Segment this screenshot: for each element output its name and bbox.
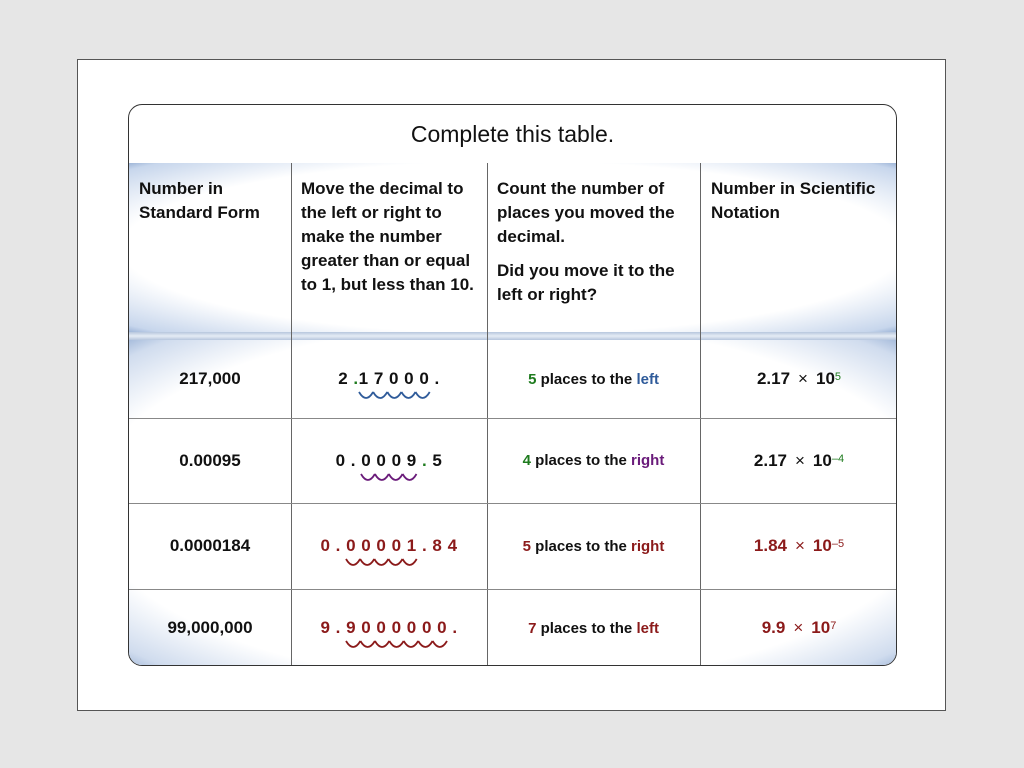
digits-after: . — [447, 618, 458, 637]
move-decimal-cell — [291, 340, 487, 418]
hop-arc — [387, 392, 401, 398]
scientific-notation-cell — [700, 340, 897, 418]
count-places-cell — [487, 340, 700, 418]
header-text: Move the decimal to the left or right to make the number greater than or equal to 1, but less than 10. — [301, 179, 474, 294]
hop-arc — [389, 474, 403, 480]
places-text: places to the — [536, 370, 637, 388]
hop-arc — [375, 474, 389, 480]
standard-form-value: 0.0000184 — [169, 536, 251, 555]
header-text: Number in Scientific Notation — [711, 179, 876, 222]
places-text: places to the — [530, 537, 632, 555]
decimal-move-expression — [338, 369, 440, 389]
base: 10 — [812, 536, 832, 555]
moved-digits: 1 7 0 0 0 — [359, 369, 430, 389]
place-count: 7 — [528, 619, 537, 637]
times-sign: × — [793, 618, 804, 637]
place-count: 4 — [522, 452, 531, 469]
times-sign: × — [794, 536, 805, 555]
hop-arc — [388, 559, 402, 565]
hop-arc — [433, 641, 447, 647]
header-text: Number in Standard Form — [139, 179, 260, 222]
slide — [77, 59, 946, 711]
digits-after: . — [429, 369, 440, 388]
decimal-hop-arcs — [357, 391, 432, 403]
hop-arc — [418, 641, 432, 647]
start-decimal-point: . — [353, 369, 359, 388]
standard-form-cell — [129, 503, 291, 589]
count-places-cell — [487, 503, 700, 589]
place-count: 5 — [522, 537, 531, 555]
table-title: Complete this table. — [129, 105, 896, 164]
hop-arc — [375, 641, 389, 647]
standard-form-value: 0.00095 — [179, 450, 241, 470]
decimal-hop-arcs — [344, 640, 450, 652]
coefficient: 9.9 — [761, 618, 786, 637]
standard-form-value: 99,000,000 — [167, 618, 253, 637]
coefficient: 2.17 — [756, 369, 791, 388]
header-text: Count the number of places you moved the decimal. — [497, 179, 675, 246]
coefficient: 2.17 — [753, 450, 787, 470]
decimal-hop-arcs — [359, 473, 419, 485]
place-count: 5 — [528, 370, 537, 388]
direction: right — [631, 537, 665, 555]
direction: left — [636, 370, 659, 388]
hop-arc — [361, 474, 375, 480]
decimal-hop-arcs — [344, 558, 419, 570]
moved-digits: 9 0 0 0 0 0 0 — [346, 618, 447, 638]
standard-form-value: 217,000 — [179, 369, 241, 388]
hop-arc — [389, 641, 403, 647]
count-places-cell — [487, 418, 700, 503]
hop-arc — [374, 559, 388, 565]
hop-arc — [346, 559, 360, 565]
table-panel — [128, 104, 897, 666]
hop-arc — [359, 392, 373, 398]
scientific-notation-cell — [700, 589, 897, 666]
new-decimal-point: . — [416, 450, 428, 470]
digits-after: . 8 4 — [416, 536, 458, 555]
moved-digits: 0 0 0 9 — [361, 451, 417, 471]
places-text: places to the — [530, 452, 632, 469]
digits-after: 5 — [427, 450, 443, 470]
direction: right — [631, 452, 665, 469]
coefficient: 1.84 — [753, 536, 787, 555]
hop-arc — [404, 641, 419, 647]
count-places-cell — [487, 589, 700, 666]
hop-arc — [346, 641, 360, 647]
decimal-move-expression — [336, 451, 443, 471]
digits-before: 0 . — [320, 536, 347, 555]
times-sign: × — [794, 450, 805, 470]
direction: left — [636, 619, 659, 637]
hop-arc — [360, 559, 374, 565]
decimal-move-expression — [320, 618, 457, 638]
move-decimal-cell — [291, 418, 487, 503]
standard-form-cell — [129, 589, 291, 666]
hop-arc — [403, 474, 417, 480]
header-question: Did you move it to the left or right? — [497, 261, 675, 304]
exponent: –4 — [831, 452, 845, 465]
header-divider-band — [129, 332, 896, 340]
moved-digits: 0 0 0 0 1 — [346, 536, 417, 556]
base: 10 — [812, 450, 832, 470]
standard-form-cell — [129, 340, 291, 418]
base: 10 — [815, 369, 835, 388]
places-text: places to the — [536, 619, 637, 637]
exponent: 5 — [834, 371, 842, 383]
hop-arc — [360, 641, 375, 647]
move-decimal-cell — [291, 503, 487, 589]
times-sign: × — [798, 369, 808, 388]
move-decimal-cell — [291, 589, 487, 666]
standard-form-cell — [129, 418, 291, 503]
exponent: –5 — [831, 538, 845, 550]
hop-arc — [403, 559, 417, 565]
hop-arc — [373, 392, 387, 398]
hop-arc — [401, 392, 415, 398]
header-count-places — [497, 177, 693, 307]
header-move-decimal — [301, 177, 481, 297]
scientific-notation-cell — [700, 503, 897, 589]
hop-arc — [415, 392, 429, 398]
decimal-move-expression — [320, 536, 457, 556]
scientific-notation-cell — [700, 418, 897, 503]
digits-before: 0 . — [335, 450, 362, 470]
header-scientific-notation — [711, 177, 881, 225]
digits-before: 9 . — [320, 618, 347, 637]
digits-before: 2 — [338, 369, 354, 388]
header-standard-form — [139, 177, 287, 225]
base: 10 — [811, 618, 831, 637]
exponent: 7 — [830, 620, 837, 632]
